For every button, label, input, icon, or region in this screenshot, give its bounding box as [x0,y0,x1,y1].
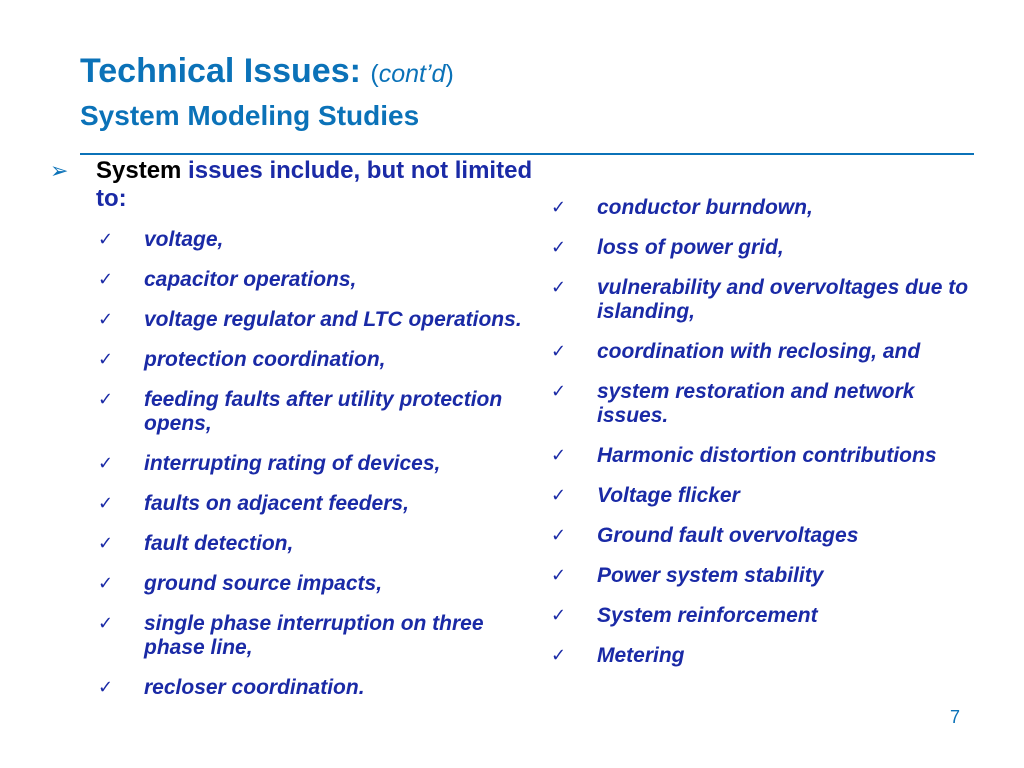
arrow-bullet-icon: ➢ [50,158,69,183]
checkmark-icon: ✓ [551,197,567,218]
checkmark-icon: ✓ [98,573,114,594]
title-main: Technical Issues: [80,52,361,90]
checklist-item [551,276,991,324]
checklist-item-text: single phase interruption on three phase line, [144,612,484,659]
checklist-item [551,564,991,588]
checklist-item-text: protection coordination, [144,348,386,371]
checkmark-icon: ✓ [98,229,114,250]
checklist-item [98,388,528,436]
paren-close: ) [445,60,454,88]
checkmark-icon: ✓ [551,485,567,506]
checklist-item [98,612,528,660]
checklist-item-text: Voltage flicker [597,484,740,507]
checklist-item-text: vulnerability and overvoltages due to islanding, [597,276,969,323]
checklist-item [551,524,991,548]
checklist-item [98,572,528,596]
checkmark-icon: ✓ [551,237,567,258]
checkmark-icon: ✓ [98,493,114,514]
checklist-item [98,348,528,372]
checklist-item-text: Power system stability [597,564,824,587]
checklist-item [98,268,528,292]
checklist-item [98,308,528,332]
title-cont-note [370,60,453,88]
checklist-item-text: voltage regulator and LTC operations. [144,308,522,331]
checkmark-icon: ✓ [551,565,567,586]
paren-open: ( [370,60,379,88]
checklist-item [551,484,991,508]
checklist-item-text: coordination with reclosing, and [597,340,921,363]
lead-system-word: System [96,157,182,184]
checklist-item [98,532,528,556]
checklist-item [551,380,991,428]
left-checklist [98,228,528,716]
checkmark-icon: ✓ [98,453,114,474]
checklist-item [551,340,991,364]
slide-title [80,50,454,95]
checkmark-icon: ✓ [98,349,114,370]
title-divider [80,153,974,155]
checkmark-icon: ✓ [98,613,114,634]
checklist-item [551,444,991,468]
checkmark-icon: ✓ [551,605,567,626]
lead-statement [96,157,536,213]
checklist-item-text: Harmonic distortion contributions [597,444,937,467]
checklist-item-text: System reinforcement [597,604,818,627]
right-checklist [551,196,991,684]
checkmark-icon: ✓ [551,341,567,362]
checklist-item [551,196,991,220]
checklist-item [98,228,528,252]
checklist-item-text: faults on adjacent feeders, [144,492,409,515]
checklist-item [551,644,991,668]
checklist-item-text: capacitor operations, [144,268,357,291]
checklist-item-text: conductor burndown, [597,196,813,219]
checkmark-icon: ✓ [98,269,114,290]
checklist-item [98,492,528,516]
checkmark-icon: ✓ [551,645,567,666]
checklist-item-text: Ground fault overvoltages [597,524,859,547]
checklist-item [551,236,991,260]
lead-rest-text: issues include, but not limited to: [96,157,533,212]
checkmark-icon: ✓ [551,277,567,298]
checklist-item-text: ground source impacts, [144,572,383,595]
checkmark-icon: ✓ [98,309,114,330]
checklist-item-text: interrupting rating of devices, [144,452,441,475]
checklist-item-text: Metering [597,644,685,667]
checklist-item [98,452,528,476]
checkmark-icon: ✓ [98,677,114,698]
checkmark-icon: ✓ [551,381,567,402]
checklist-item [98,676,528,700]
checklist-item-text: loss of power grid, [597,236,784,259]
checkmark-icon: ✓ [98,533,114,554]
slide-subtitle: System Modeling Studies [80,100,420,131]
checklist-item-text: system restoration and network issues. [597,380,915,427]
checkmark-icon: ✓ [98,389,114,410]
checkmark-icon: ✓ [551,525,567,546]
title-cont-text: cont’d [378,60,446,88]
checkmark-icon: ✓ [551,445,567,466]
checklist-item-text: feeding faults after utility protection opens, [144,388,503,435]
page-number: 7 [950,707,961,727]
checklist-item-text: fault detection, [144,532,294,555]
checklist-item-text: recloser coordination. [144,676,365,699]
checklist-item [551,604,991,628]
checklist-item-text: voltage, [144,228,224,251]
